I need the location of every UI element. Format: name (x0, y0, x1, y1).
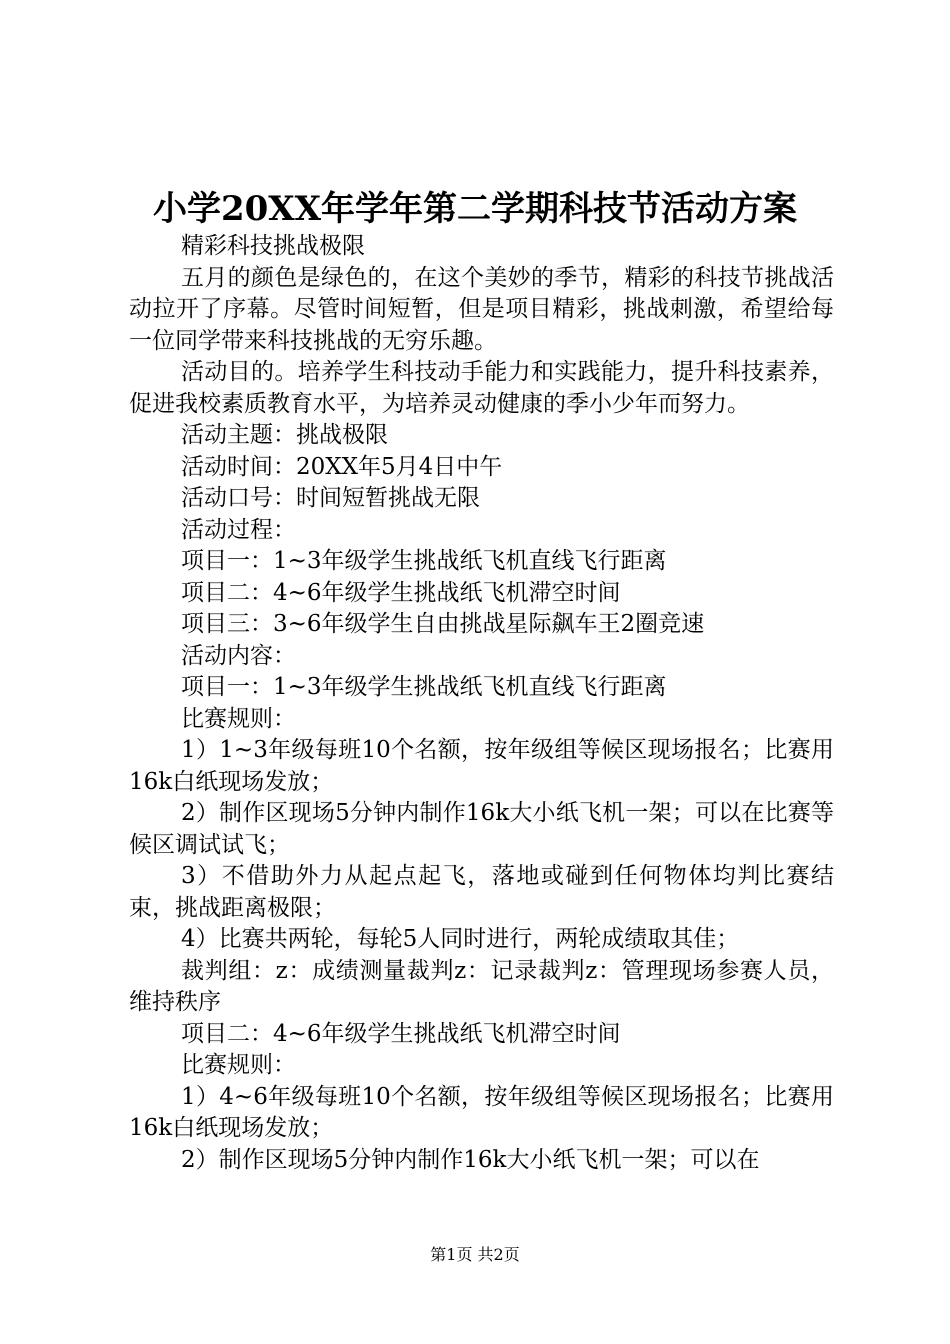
paragraph-purpose: 活动目的。培养学生科技动手能力和实践能力，提升科技素养，促进我校素质教育水平，为培养灵动健康的季小少年而努力。 (129, 359, 834, 417)
paragraph-time: 活动时间：20XX年5月4日中午 (181, 453, 503, 480)
paragraph-project-3: 项目三：3~6年级学生自由挑战星际飙车王2圈竞速 (181, 611, 705, 637)
page-footer: 第1页 共2页 (430, 1245, 520, 1264)
paragraph-content-heading: 活动内容： (181, 642, 296, 669)
paragraph-process-heading: 活动过程： (181, 516, 296, 543)
paragraph-rule-4: 4）比赛共两轮，每轮5人同时进行，两轮成绩取其佳； (181, 926, 740, 952)
paragraph-project-1-detail: 项目一：1~3年级学生挑战纸飞机直线飞行距离 (181, 674, 667, 700)
paragraph-rule-1: 1）1~3年级每班10个名额，按年级组等候区现场报名；比赛用16k白纸现场发放； (129, 737, 834, 795)
paragraph-project-2: 项目二：4~6年级学生挑战纸飞机滞空时间 (181, 579, 621, 606)
paragraph-rule-2-2: 2）制作区现场5分钟内制作16k大小纸飞机一架；可以在 (181, 1146, 760, 1173)
document-body (129, 231, 834, 1176)
paragraph-rules-heading: 比赛规则： (181, 705, 296, 732)
paragraph-rule-2: 2）制作区现场5分钟内制作16k大小纸飞机一架；可以在比赛等候区调试试飞； (129, 800, 834, 858)
paragraph-intro: 五月的颜色是绿色的，在这个美妙的季节，精彩的科技节挑战活动拉开了序幕。尽管时间短暂，但是项目精彩，挑战刺激，希望给每一位同学带来科技挑战的无穷乐趣。 (129, 264, 834, 354)
paragraph-theme: 活动主题：挑战极限 (181, 422, 388, 448)
document-title: 小学20XX年学年第二学期科技节活动方案 (152, 189, 798, 229)
paragraph-rule-3: 3）不借助外力从起点起飞，落地或碰到任何物体均判比赛结束，挑战距离极限； (129, 863, 834, 921)
paragraph-project-1: 项目一：1~3年级学生挑战纸飞机直线飞行距离 (181, 548, 667, 574)
paragraph-slogan: 活动口号：时间短暂挑战无限 (181, 485, 480, 511)
paragraph-project-2-detail: 项目二：4~6年级学生挑战纸飞机滞空时间 (181, 1020, 621, 1047)
paragraph-rule-2-1: 1）4~6年级每班10个名额，按年级组等候区现场报名；比赛用16k白纸现场发放； (129, 1083, 834, 1141)
paragraph-subtitle: 精彩科技挑战极限 (181, 233, 365, 259)
paragraph-rules-heading-2: 比赛规则： (181, 1052, 296, 1078)
paragraph-judges: 裁判组：z：成绩测量裁判z：记录裁判z：管理现场参赛人员，维持秩序 (129, 957, 834, 1015)
